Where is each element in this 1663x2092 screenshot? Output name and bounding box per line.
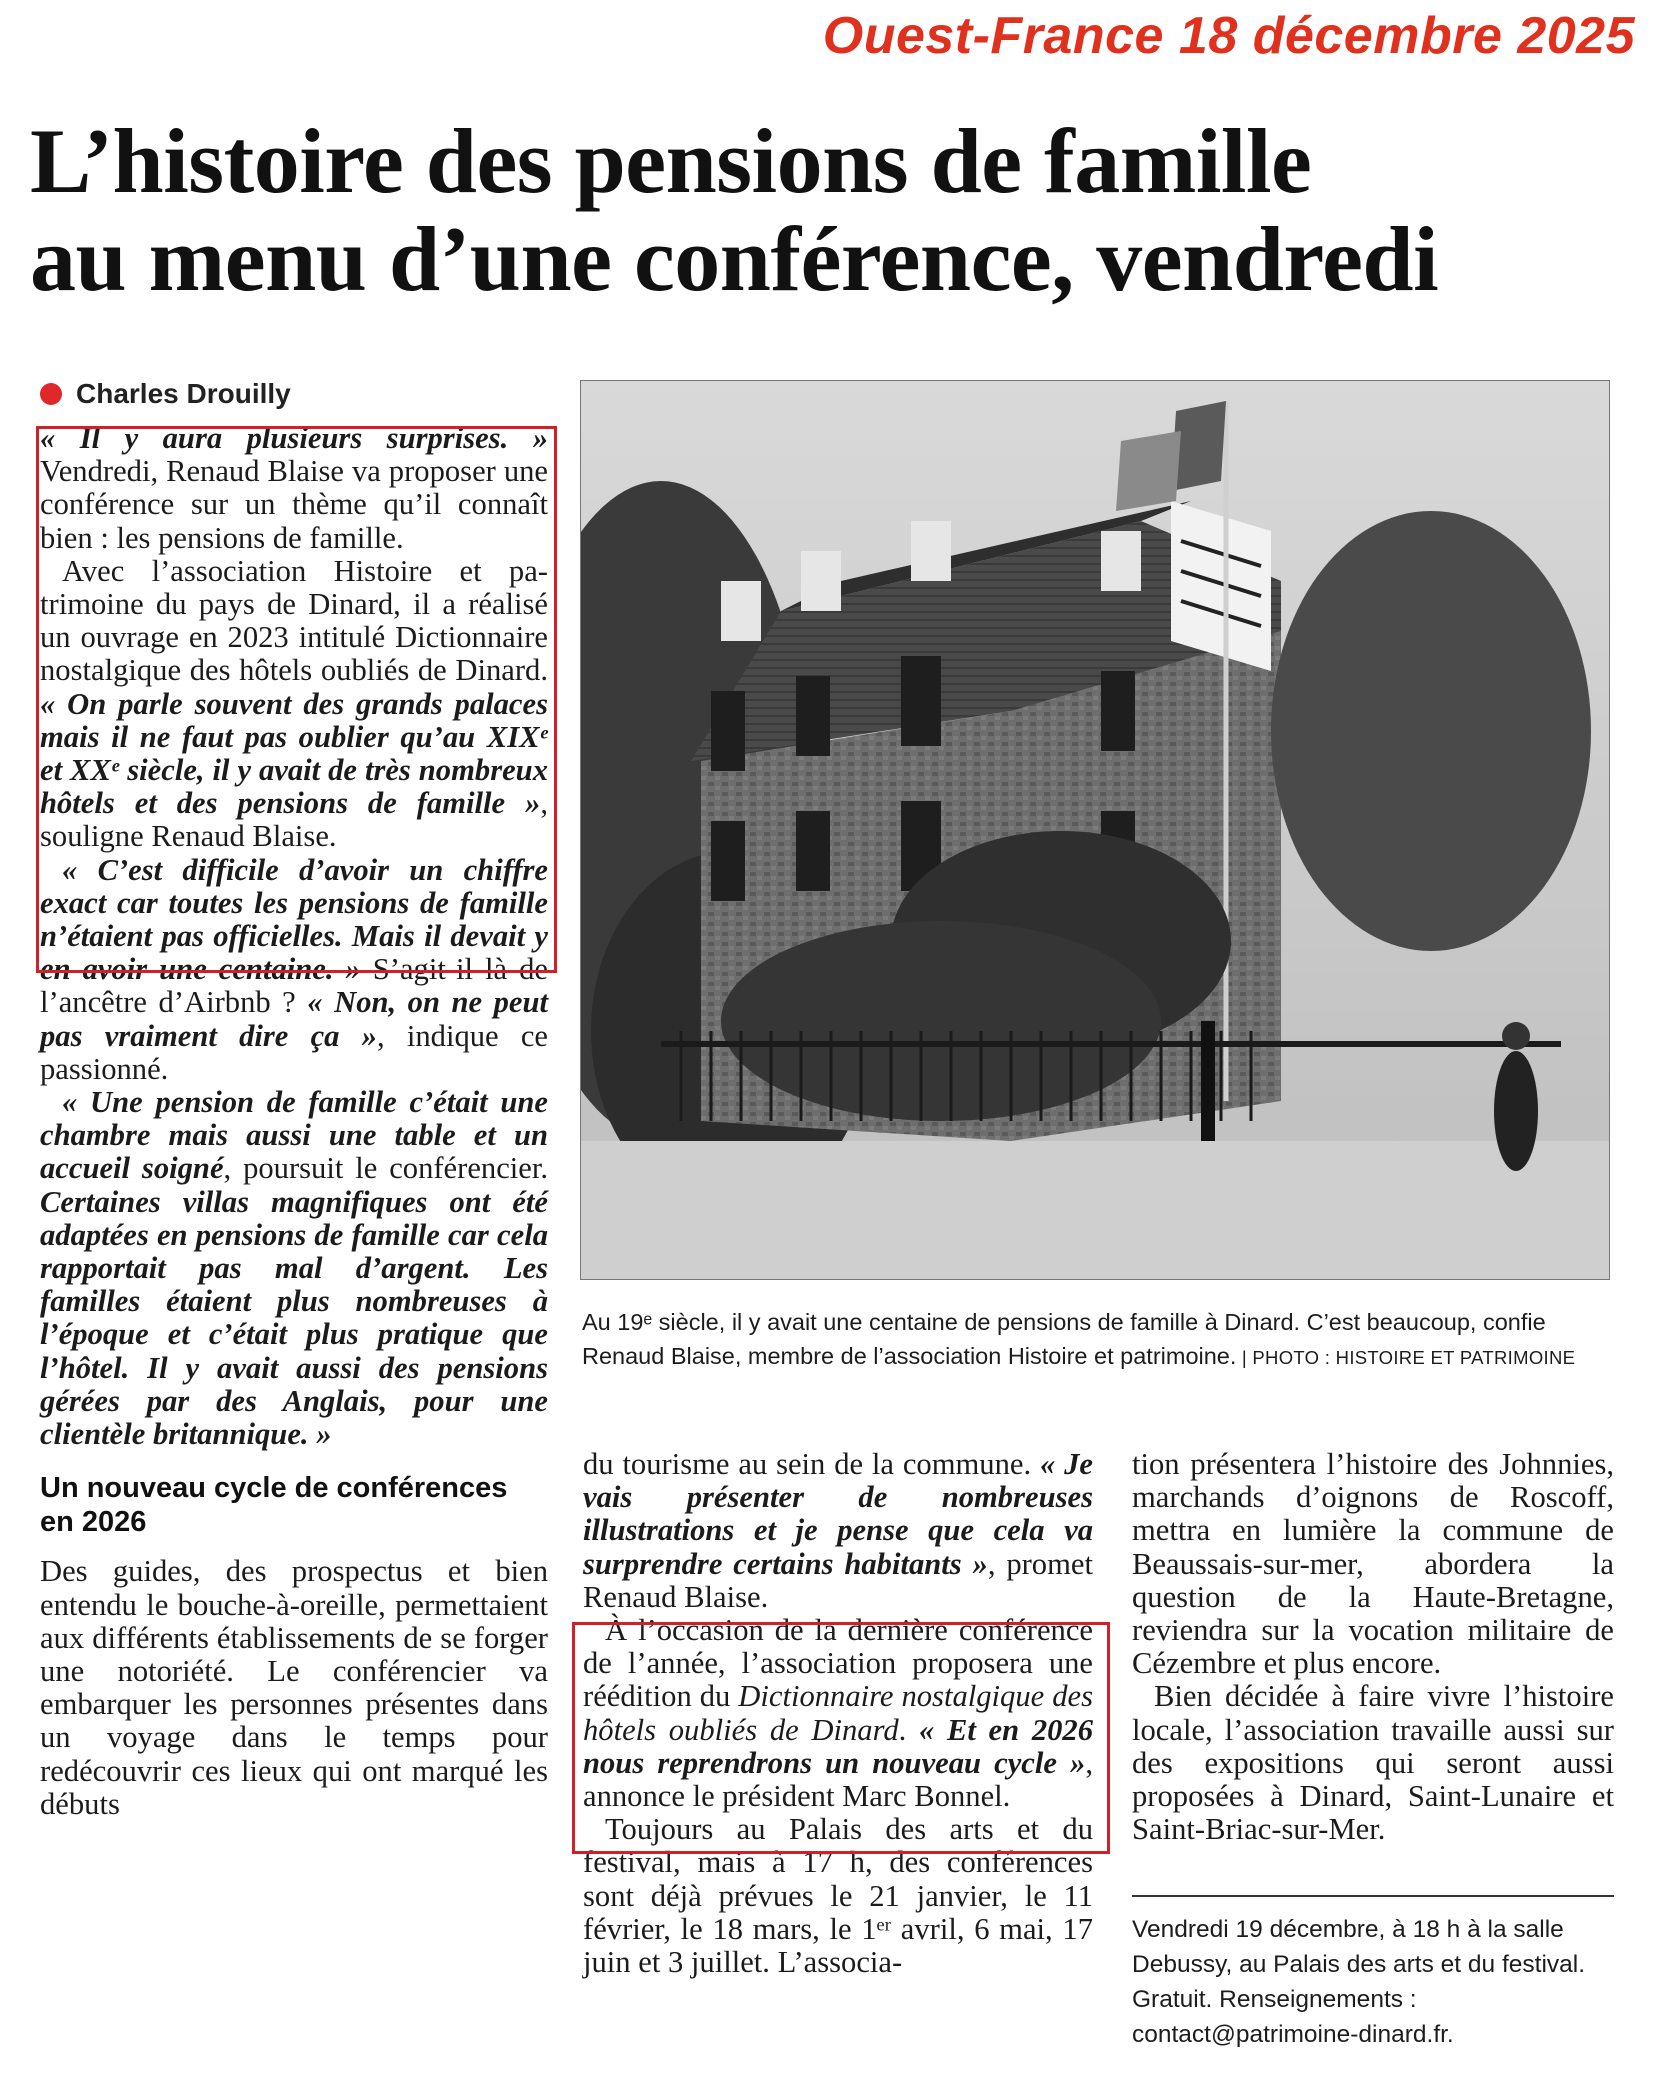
section-subhead: Un nouveau cycle de conférences en 2026 <box>40 1472 508 1539</box>
text: Vendredi, Renaud Blaise va proposer une conférence sur un thème qu’il connaît bien : les pensions de famille. <box>40 454 548 555</box>
paragraph: tion présentera l’histoire des Johnnies, marchands d’oignons de Roscoff, mettra en lumière la commune de Beaussais-sur-mer, abordera la question de la Haute-Bretagne, reviendra sur la vocation militaire de Cézembre et plus encore. <box>1132 1447 1614 1681</box>
quote: Certaines villas magnifiques ont été adaptées en pensions de famille car cela rapportait pas mal d’argent. Les familles étaient plus nombreuses à l’époque et c’était plus pratique que l’hôtel. Il y avait aussi des pensions gérées par des Anglais, pour une clientèle britannique. » <box>40 1184 548 1452</box>
quote: « On parle souvent des grands palaces mais il ne faut pas oublier qu’au XIXᵉ et XXᵉ siècle, il y avait de très nombreux hôtels et des pensions de famille » <box>40 686 548 821</box>
highlight-box-reedition <box>572 1622 1110 1854</box>
quote: « Une pension de famille c’était une chambre mais aussi une table et un accueil soigné <box>40 1085 548 1186</box>
text: S’agit-il là de l’ancêtre d’Airbnb ? <box>40 952 548 1020</box>
book-title: Dictionnaire nostalgique des hôtels oubliés de Dinard <box>583 1679 1093 1747</box>
paragraph <box>583 1448 1093 1614</box>
byline <box>40 378 291 410</box>
text: , indique ce passionné. <box>40 1018 548 1086</box>
text: , annonce le président Marc Bonnel. <box>583 1745 1093 1814</box>
headline-line-1: L’histoire des pensions de famille <box>30 110 1312 212</box>
quote: « C’est difficile d’avoir un chiffre exact car toutes les pensions de famille n’étaient pas officielles. Mais il devait y en avoir une centaine. » <box>40 852 548 987</box>
paragraph: Bien décidée à faire vivre l’histoire locale, l’association travaille aussi sur des expositions qui seront aussi proposées à Dinard, Saint-Lunaire et Saint-Briac-sur-Mer. <box>1132 1679 1614 1847</box>
source-label: Ouest-France 18 décembre 2025 <box>822 7 1635 65</box>
author-name: Charles Drouilly <box>76 378 291 409</box>
caption-text: Au 19ᵉ siècle, il y avait une centaine de pensions de famille à Dinard. C’est beaucoup, confie Renaud Blaise, membre de l’association Histoire et patrimoine. <box>582 1309 1546 1369</box>
text: , poursuit le conférencier. <box>223 1151 548 1186</box>
quote: « Il y aura plusieurs surprises. » <box>40 421 548 455</box>
quote: « Et en 2026 nous reprendrons un nouveau cycle » <box>583 1712 1094 1780</box>
info-divider <box>1132 1895 1614 1897</box>
text: À l’occasion de la dernière conférence de l’année, l’association proposera une réédition du <box>583 1613 1093 1714</box>
article-column-3 <box>1132 1448 1614 1846</box>
quote: « Je vais présenter de nombreuses illustrations et je pense que cela va surprendre certains habitants » <box>583 1447 1093 1581</box>
text: , souligne Renaud Blaise. <box>40 786 548 854</box>
paragraph: Toujours au Palais des arts et du festival, mais à 17 h, des conférences sont déjà prévues le 21 janvier, le 11 février, le 18 mars, le 1ᵉʳ avril, 6 mai, 17 juin et 3 juillet. L’associa- <box>583 1812 1093 1980</box>
article-headline <box>30 112 1630 308</box>
text: Avec l’association Histoire et patrimoine du pays de Dinard, il a réalisé un ouvrage en 2023 intitulé Dictionnaire nostalgique des hôtels oubliés de Dinard. <box>40 553 548 688</box>
paragraph: Des guides, des prospectus et bien entendu le bouche-à-oreille, permettaient aux différents établissements de se forger une notoriété. Le conférencier va embarquer les personnes présentes dans un voyage dans le temps pour redécouvrir ces lieux qui ont marqué les débuts <box>40 1554 548 1821</box>
text: du tourisme au sein de la commune. <box>583 1447 1040 1481</box>
quote: « Non, on ne peut pas vraiment dire ça » <box>40 985 548 1053</box>
event-info-box: Vendredi 19 décembre, à 18 h à la salle Debussy, au Palais des arts et du festival. Gratuit. Renseignements : contact@patrimoine-dinard.fr. <box>1132 1916 1586 2048</box>
highlight-box-intro <box>36 426 557 973</box>
photo-caption <box>582 1305 1622 1375</box>
paragraph <box>40 1086 548 1451</box>
headline-line-2: au menu d’une conférence, vendredi <box>30 208 1439 310</box>
historic-hotel-photo <box>580 380 1610 1280</box>
red-dot-icon <box>40 383 62 405</box>
text: . <box>898 1712 919 1747</box>
photo-credit: | PHOTO : HISTOIRE ET PATRIMOINE <box>1236 1347 1576 1368</box>
text: , promet Renaud Blaise. <box>583 1546 1093 1614</box>
